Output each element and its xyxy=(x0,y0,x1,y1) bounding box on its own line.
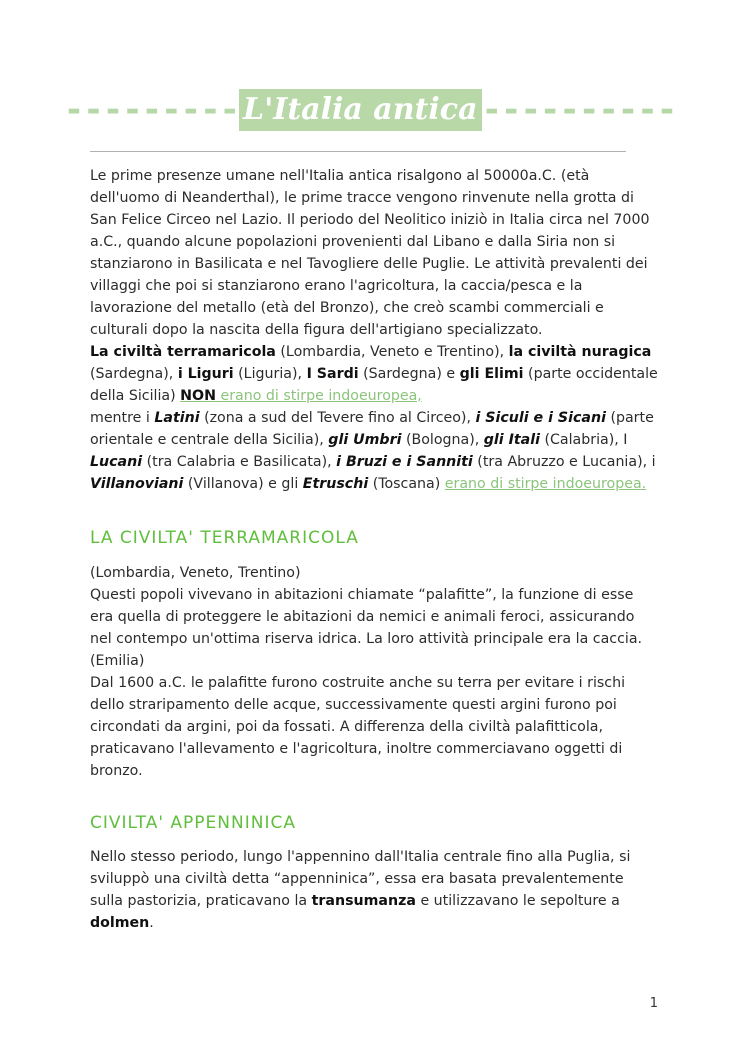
text-run: (tra Calabria e Basilicata), xyxy=(142,454,337,470)
title-divider xyxy=(90,151,626,152)
text-run: . xyxy=(149,915,154,931)
bold-term: gli Umbri xyxy=(328,432,402,448)
bold-term: dolmen xyxy=(90,915,150,931)
text-run: e utilizzavano le sepolture a xyxy=(415,893,620,909)
bold-term: Etruschi xyxy=(302,476,369,492)
bold-term: gli Elimi xyxy=(459,366,524,382)
title-dashes-right: ---------- xyxy=(481,90,677,130)
link-text: erano di stirpe indoeuropea, xyxy=(215,388,422,404)
bold-term: Villanoviani xyxy=(90,476,184,492)
intro-text: Le prime presenze umane nell'Italia antica risalgono al 50000a.C. (età dell'uomo di Neanderthal), le prime tracce vengono rinvenute nella grotta di San Felice Circeo nel Lazio. Il periodo del Neolitico iniziò in Italia circa nel 7000 a.C., quando alcune popolazioni provenienti dal Libano e dalla Siria non si stanziarono in Basilicata e nel Tavogliere delle Puglie. Le attività prevalenti dei villaggi che poi si stanziarono erano l'agricoltura, la caccia/pesca e la lavorazione del metallo (età del Bronzo), che creò scambi commerciali e culturali dopo la nascita della figura dell'artigiano specializzato. xyxy=(90,168,650,338)
text-run: (Calabria), I xyxy=(539,432,628,448)
title-text: L'Italia antica xyxy=(239,89,482,131)
bold-term: la civiltà nuragica xyxy=(508,344,652,360)
bold-term: transumanza xyxy=(311,893,416,909)
text-run: (Villanova) e gli xyxy=(183,476,303,492)
bold-term: i Liguri xyxy=(177,366,234,382)
text-run: (Toscana) xyxy=(368,476,445,492)
text-run: (zona a sud del Tevere fino al Circeo), xyxy=(199,410,476,426)
text-run: (Bologna), xyxy=(401,432,484,448)
text-run: (Sardegna) e xyxy=(358,366,460,382)
bold-term: Latini xyxy=(154,410,200,426)
non-indoeuropean-link[interactable] xyxy=(180,388,422,404)
page-title xyxy=(63,88,677,132)
section-heading-terramaricola: LA CIVILTA' TERRAMARICOLA xyxy=(90,528,359,548)
bold-term: i Siculi e i Sicani xyxy=(475,410,606,426)
page-number: 1 xyxy=(649,996,658,1011)
text-run: mentre i xyxy=(90,410,155,426)
section-heading-appenninica: CIVILTA' APPENNINICA xyxy=(90,813,296,833)
bold-term: Lucani xyxy=(90,454,143,470)
section-terramaricola-text: (Lombardia, Veneto, Trentino) Questi popoli vivevano in abitazioni chiamate “palafitte”, la funzione di esse era quella di proteggere le abitazioni da nemici e animali feroci, assicurando nel contempo un'ottima riserva idrica. La loro attività principale era la caccia. (Emilia) Dal 1600 a.C. le palafitte furono costruite anche su terra per evitare i rischi dello straripamento delle acque, successivamente questi argini furono poi circondati da argini, poi da fossati. A differenza della civiltà palafitticola, praticavano l'allevamento e l'agricoltura, inoltre commerciavano oggetti di bronzo. xyxy=(90,565,643,779)
bold-term: i Bruzi e i Sanniti xyxy=(336,454,473,470)
text-run: Nello stesso periodo, lungo l'appennino dall'Italia centrale fino alla Puglia, si sviluppò una civiltà detta “appenninica”, essa era basata prevalentemente sulla pastorizia, praticavano la xyxy=(90,849,631,909)
text-run: (Lombardia, Veneto e Trentino), xyxy=(275,344,509,360)
text-run: (Sardegna), xyxy=(90,366,178,382)
intro-paragraph xyxy=(90,165,660,495)
bold-term: I Sardi xyxy=(306,366,359,382)
bold-term: gli Itali xyxy=(483,432,540,448)
title-dashes-left: --------- xyxy=(63,90,240,130)
bold-term: La civiltà terramaricola xyxy=(90,344,276,360)
text-run: (parte orientale e centrale della Sicilia), xyxy=(90,410,654,448)
text-run: (parte occidentale della Sicilia) xyxy=(90,366,658,404)
section-appenninica-text xyxy=(90,846,660,934)
indoeuropean-link[interactable]: erano di stirpe indoeuropea. xyxy=(444,476,647,492)
text-run: (tra Abruzzo e Lucania), i xyxy=(472,454,656,470)
text-run: (Liguria), xyxy=(233,366,307,382)
link-bold: NON xyxy=(180,388,216,404)
